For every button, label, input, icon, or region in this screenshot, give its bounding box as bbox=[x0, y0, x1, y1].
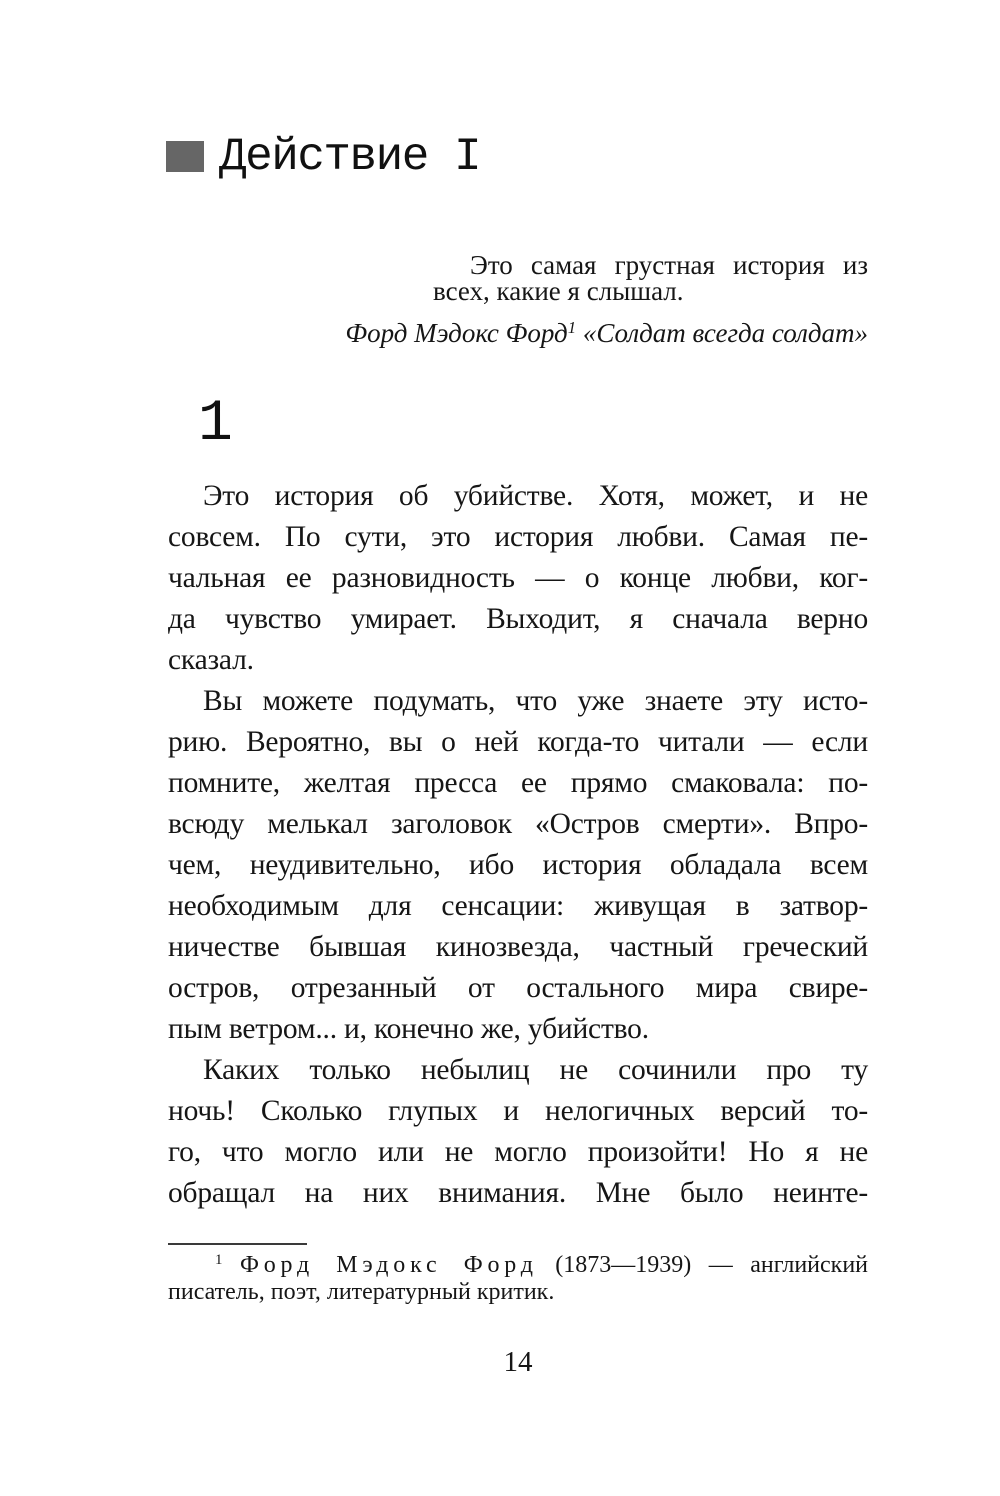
footnote-number: 1 bbox=[215, 1251, 223, 1268]
text-line: чем, неудивительно, ибо история обладала всем bbox=[168, 849, 868, 881]
footnote-line: писатель, поэт, литературный критик. bbox=[168, 1279, 555, 1305]
text-line: совсем. По сути, это история любви. Самая пе- bbox=[168, 521, 868, 553]
text-line: ночь! Сколько глупых и нелогичных версий то- bbox=[168, 1095, 868, 1127]
text-line: всех, какие я слышал. bbox=[433, 276, 684, 306]
text-line: помните, желтая пресса ее прямо смаковала: по- bbox=[168, 767, 868, 799]
text-line: необходимым для сенсации: живущая в затвор- bbox=[168, 890, 868, 922]
text-line: ничестве бывшая кинозвезда, частный греческий bbox=[168, 931, 868, 963]
paragraph bbox=[168, 476, 868, 681]
text-line: остров, отрезанный от остального мира свире- bbox=[168, 972, 868, 1004]
footnote bbox=[168, 1252, 868, 1306]
text-line: обращал на них внимания. Мне было неинте- bbox=[168, 1177, 868, 1209]
epigraph-author: Форд Мэдокс Форд bbox=[345, 318, 568, 348]
section-title: Действие I bbox=[219, 131, 481, 183]
epigraph-work-title: «Солдат всегда солдат» bbox=[582, 318, 868, 348]
footnote-separator-rule bbox=[168, 1243, 307, 1245]
epigraph-attribution bbox=[168, 318, 868, 348]
text-line: рию. Вероятно, вы о ней когда-то читали — если bbox=[168, 726, 868, 758]
footnote-line bbox=[168, 1252, 868, 1279]
paragraph bbox=[168, 681, 868, 1050]
text-line: сказал. bbox=[168, 644, 254, 676]
text-line: го, что могло или не могло произойти! Но я не bbox=[168, 1136, 868, 1168]
text-line: Каких только небылиц не сочинили про ту bbox=[203, 1054, 868, 1086]
epigraph-quote bbox=[433, 252, 868, 304]
footnote-reference-mark: 1 bbox=[567, 317, 577, 337]
text-line: всюду мелькал заголовок «Остров смерти». Впро- bbox=[168, 808, 868, 840]
section-marker-square-icon bbox=[166, 141, 204, 172]
page-number: 14 bbox=[503, 1346, 533, 1378]
chapter-number: 1 bbox=[198, 392, 233, 457]
text-line: Это самая грустная история из bbox=[470, 250, 868, 280]
text-line: Это история об убийстве. Хотя, может, и не bbox=[203, 480, 868, 512]
text-line: пым ветром... и, конечно же, убийство. bbox=[168, 1013, 649, 1045]
footnote-author: Форд Мэдокс Форд bbox=[239, 1252, 538, 1278]
body-text bbox=[168, 476, 868, 1214]
text-line: да чувство умирает. Выходит, я сначала верно bbox=[168, 603, 868, 635]
paragraph bbox=[168, 1050, 868, 1214]
footnote-text: (1873—1939) — английский bbox=[555, 1252, 869, 1278]
text-line: Вы можете подумать, что уже знаете эту исто- bbox=[203, 685, 868, 717]
text-line: чальная ее разновидность — о конце любви, ког- bbox=[168, 562, 868, 594]
